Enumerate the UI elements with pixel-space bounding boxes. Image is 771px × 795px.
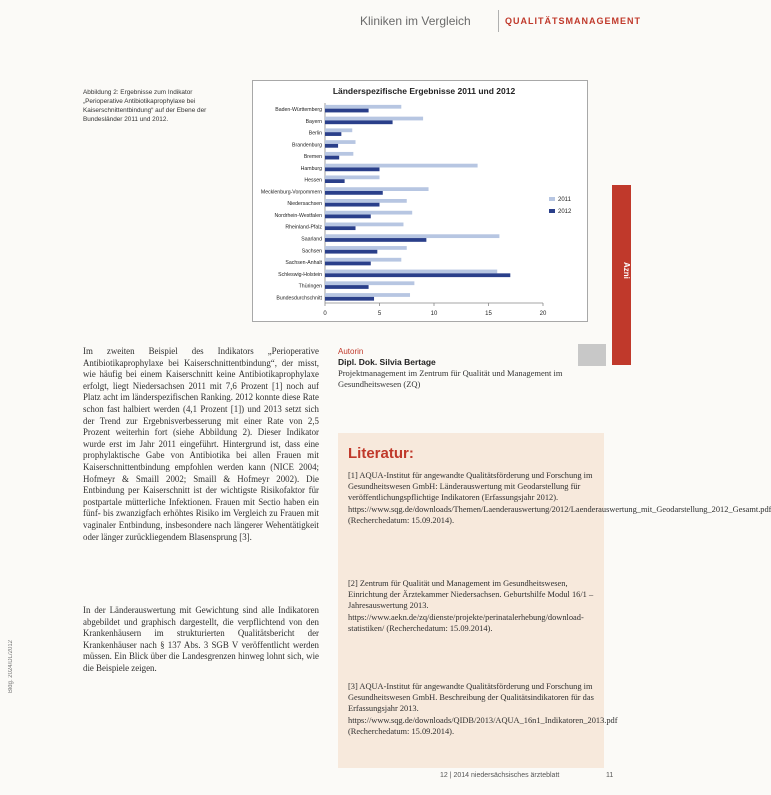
page-header-title: Kliniken im Vergleich (360, 14, 471, 28)
category-label: Sachsen (301, 248, 322, 255)
header-divider (498, 10, 499, 32)
bar-2011 (325, 258, 401, 262)
legend-label-2011: 2011 (558, 197, 571, 203)
bar-2012 (325, 285, 369, 289)
literature-item-2: [2] Zentrum für Qualität und Management im Gesundheitswesen, Einrichtung der Ärztekammer Niedersachsen. Geburtshilfe Modul 16/1 – Jahresauswertung 2013. https://www.aekn.de/zq/dienste/projekte/perinatalerhebung/download-statistiken/ (Recherchedatum: 15.09.2014). (348, 579, 594, 633)
body-paragraph-2: In der Länderauswertung mit Gewichtung sind alle Indikatoren abgebildet und graphisch dargestellt, die verpflichtend von den Krankenhäusern im strukturierten Qualitätsbericht der Krankenhäuser nach § 137 Abs. 3 SGB V veröffentlicht werden müssen. Ein Blick über die Landesgrenzen hinweg lohnt sich, wie die Beispiele zeigen. (83, 605, 319, 673)
literature-item-1: [1] AQUA-Institut für angewandte Qualitätsförderung und Forschung im Gesundheitswesen GmbH: Länderauswertung mit Geodarstellung für veröffentlichungspflichtige Indikatoren (Erfassungsjahr 2012). https://www.sqg.de/downloads/Themen/Laenderauswertung/2012/Laenderauswertung_mit_Geodarstellung_2012_Gesamt.pdf (Recherchedatum: 15.09.2014). (348, 471, 771, 525)
x-tick-label: 0 (323, 311, 327, 317)
category-label: Baden-Württemberg (275, 107, 322, 114)
side-section-tab-label: Azni (622, 262, 631, 279)
author-name: Dipl. Dok. Silvia Bertage (338, 357, 436, 367)
category-label: Bremen (303, 154, 322, 161)
bar-2012 (325, 144, 338, 148)
category-label: Thüringen (298, 283, 322, 290)
bar-2011 (325, 246, 407, 250)
bar-2011 (325, 164, 478, 168)
category-label: Rheinland-Pfalz (285, 224, 322, 231)
bar-2012 (325, 179, 345, 183)
literature-item-3: [3] AQUA-Institut für angewandte Qualitätsförderung und Forschung im Gesundheitswesen GmbH. Beschreibung der Qualitätsindikatoren für das Erfassungsjahr 2013. https://www.sqg.de/downloads/QIDB/2013/AQUA_16n1_Indikatoren_2013.pdf (Recherchedatum: 15.09.2014). (348, 682, 618, 736)
author-label: Autorin (338, 347, 364, 356)
x-tick-label: 20 (539, 311, 547, 317)
bar-2012 (325, 273, 510, 277)
bar-2012 (325, 156, 339, 160)
bar-2012 (325, 297, 374, 301)
author-role: Projektmanagement im Zentrum für Qualität und Management im Gesundheitswesen (ZQ) (338, 368, 563, 389)
x-tick-label: 15 (485, 311, 492, 317)
bar-2012 (325, 120, 393, 124)
bar-2011 (325, 199, 407, 203)
bar-2011 (325, 270, 497, 274)
category-label: Saarland (301, 236, 322, 243)
category-label: Berlin (308, 130, 322, 137)
literature-heading: Literatur: (348, 445, 414, 462)
bar-2011 (325, 128, 352, 132)
category-label: Schleswig-Holstein (278, 271, 322, 278)
margin-vertical-text: Bldg. 2024/DL/2012 (8, 640, 14, 694)
bar-2012 (325, 215, 371, 219)
legend-swatch-2012 (549, 209, 555, 213)
bar-2011 (325, 175, 380, 179)
legend-swatch-2011 (549, 197, 555, 201)
bar-2012 (325, 226, 356, 230)
bar-2012 (325, 203, 380, 207)
category-label: Bayern (305, 118, 322, 125)
body-paragraph-1: Im zweiten Beispiel des Indikators „Perioperative Antibiotikaprophylaxe bei Kaiserschnittentbindung“, der misst, wie häufig bei einem Kaiserschnitt keine Antibiotikaprophylaxe erfolgt, liegt Niedersachsen 2011 mit 7,6 Prozent [1] noch auf Platz acht im länderspezifischen Ranking. 2012 konnte diese Rate schon fast halbiert werden (4,1 Prozent [1]) und 2013 setzt sich der Trend zur Ergebnisverbesserung mit einer Rate von 2,5 Prozent weiterhin fort (siehe Abbildung 2). Dieser Indikator wurde erst im Jahr 2011 eingeführt. Hintergrund ist, dass eine prophylaktische Gabe von Antibiotika bei allen Frauen mit Kaiserschnittentbindung empfohlen werden kann (NICE 2004; Hofmeyr & Smaill 2002; Smaill & Hofmeyr 2002). Die Entbindung per Kaiserschnitt ist der wichtigste Risikofaktor für postpartale mütterliche Infektionen. Frauen mit Sectio haben ein fünf- bis zwanzigfach erhöhtes Risiko im Vergleich zu Frauen mit vaginaler Entbindung, insbesondere nach längerer Wehentätigkeit oder länger zurückliegendem Blasensprung [3]. (83, 346, 319, 542)
bar-2012 (325, 262, 371, 266)
chart-title: Länderspezifische Ergebnisse 2011 und 2012 (332, 86, 516, 96)
x-tick-label: 10 (430, 311, 438, 317)
bar-2011 (325, 223, 403, 227)
category-label: Mecklenburg-Vorpommern (260, 189, 322, 196)
bar-2012 (325, 250, 377, 254)
bar-2011 (325, 117, 423, 121)
footer-page-number: 11 (606, 772, 614, 779)
bar-2011 (325, 211, 412, 215)
x-tick-label: 5 (377, 311, 382, 317)
bar-2011 (325, 140, 356, 144)
footer-issue: 12 | 2014 niedersächsisches ärzteblatt (440, 772, 560, 779)
bar-2012 (325, 238, 426, 242)
figure-caption: Abbildung 2: Ergebnisse zum Indikator „Perioperative Antibiotikaprophylaxe bei Kaiserschnittentbindung“ auf der Ebene der Bundesländer 2011 und 2012. (83, 89, 207, 123)
category-label: Sachsen-Anhalt (285, 260, 322, 267)
bar-2012 (325, 167, 380, 171)
bar-2011 (325, 105, 401, 109)
category-label: Nordrhein-Westfalen (274, 212, 322, 219)
bar-2011 (325, 293, 410, 297)
category-label: Brandenburg (292, 142, 322, 149)
author-block (338, 346, 603, 390)
page-header-section: QUALITÄTSMANAGEMENT (505, 16, 641, 26)
bar-2012 (325, 132, 341, 136)
bar-2011 (325, 281, 414, 285)
category-label: Hamburg (300, 165, 322, 172)
bar-2011 (325, 152, 353, 156)
bar-chart (252, 80, 588, 322)
bar-2011 (325, 234, 499, 238)
legend-label-2012: 2012 (558, 209, 572, 215)
category-label: Bundesdurchschnitt (276, 295, 322, 302)
bar-2012 (325, 109, 369, 113)
bar-2012 (325, 191, 383, 195)
chart-svg (253, 81, 587, 321)
bar-2011 (325, 187, 429, 191)
category-label: Hessen (304, 177, 322, 184)
category-label: Niedersachsen (287, 201, 322, 208)
